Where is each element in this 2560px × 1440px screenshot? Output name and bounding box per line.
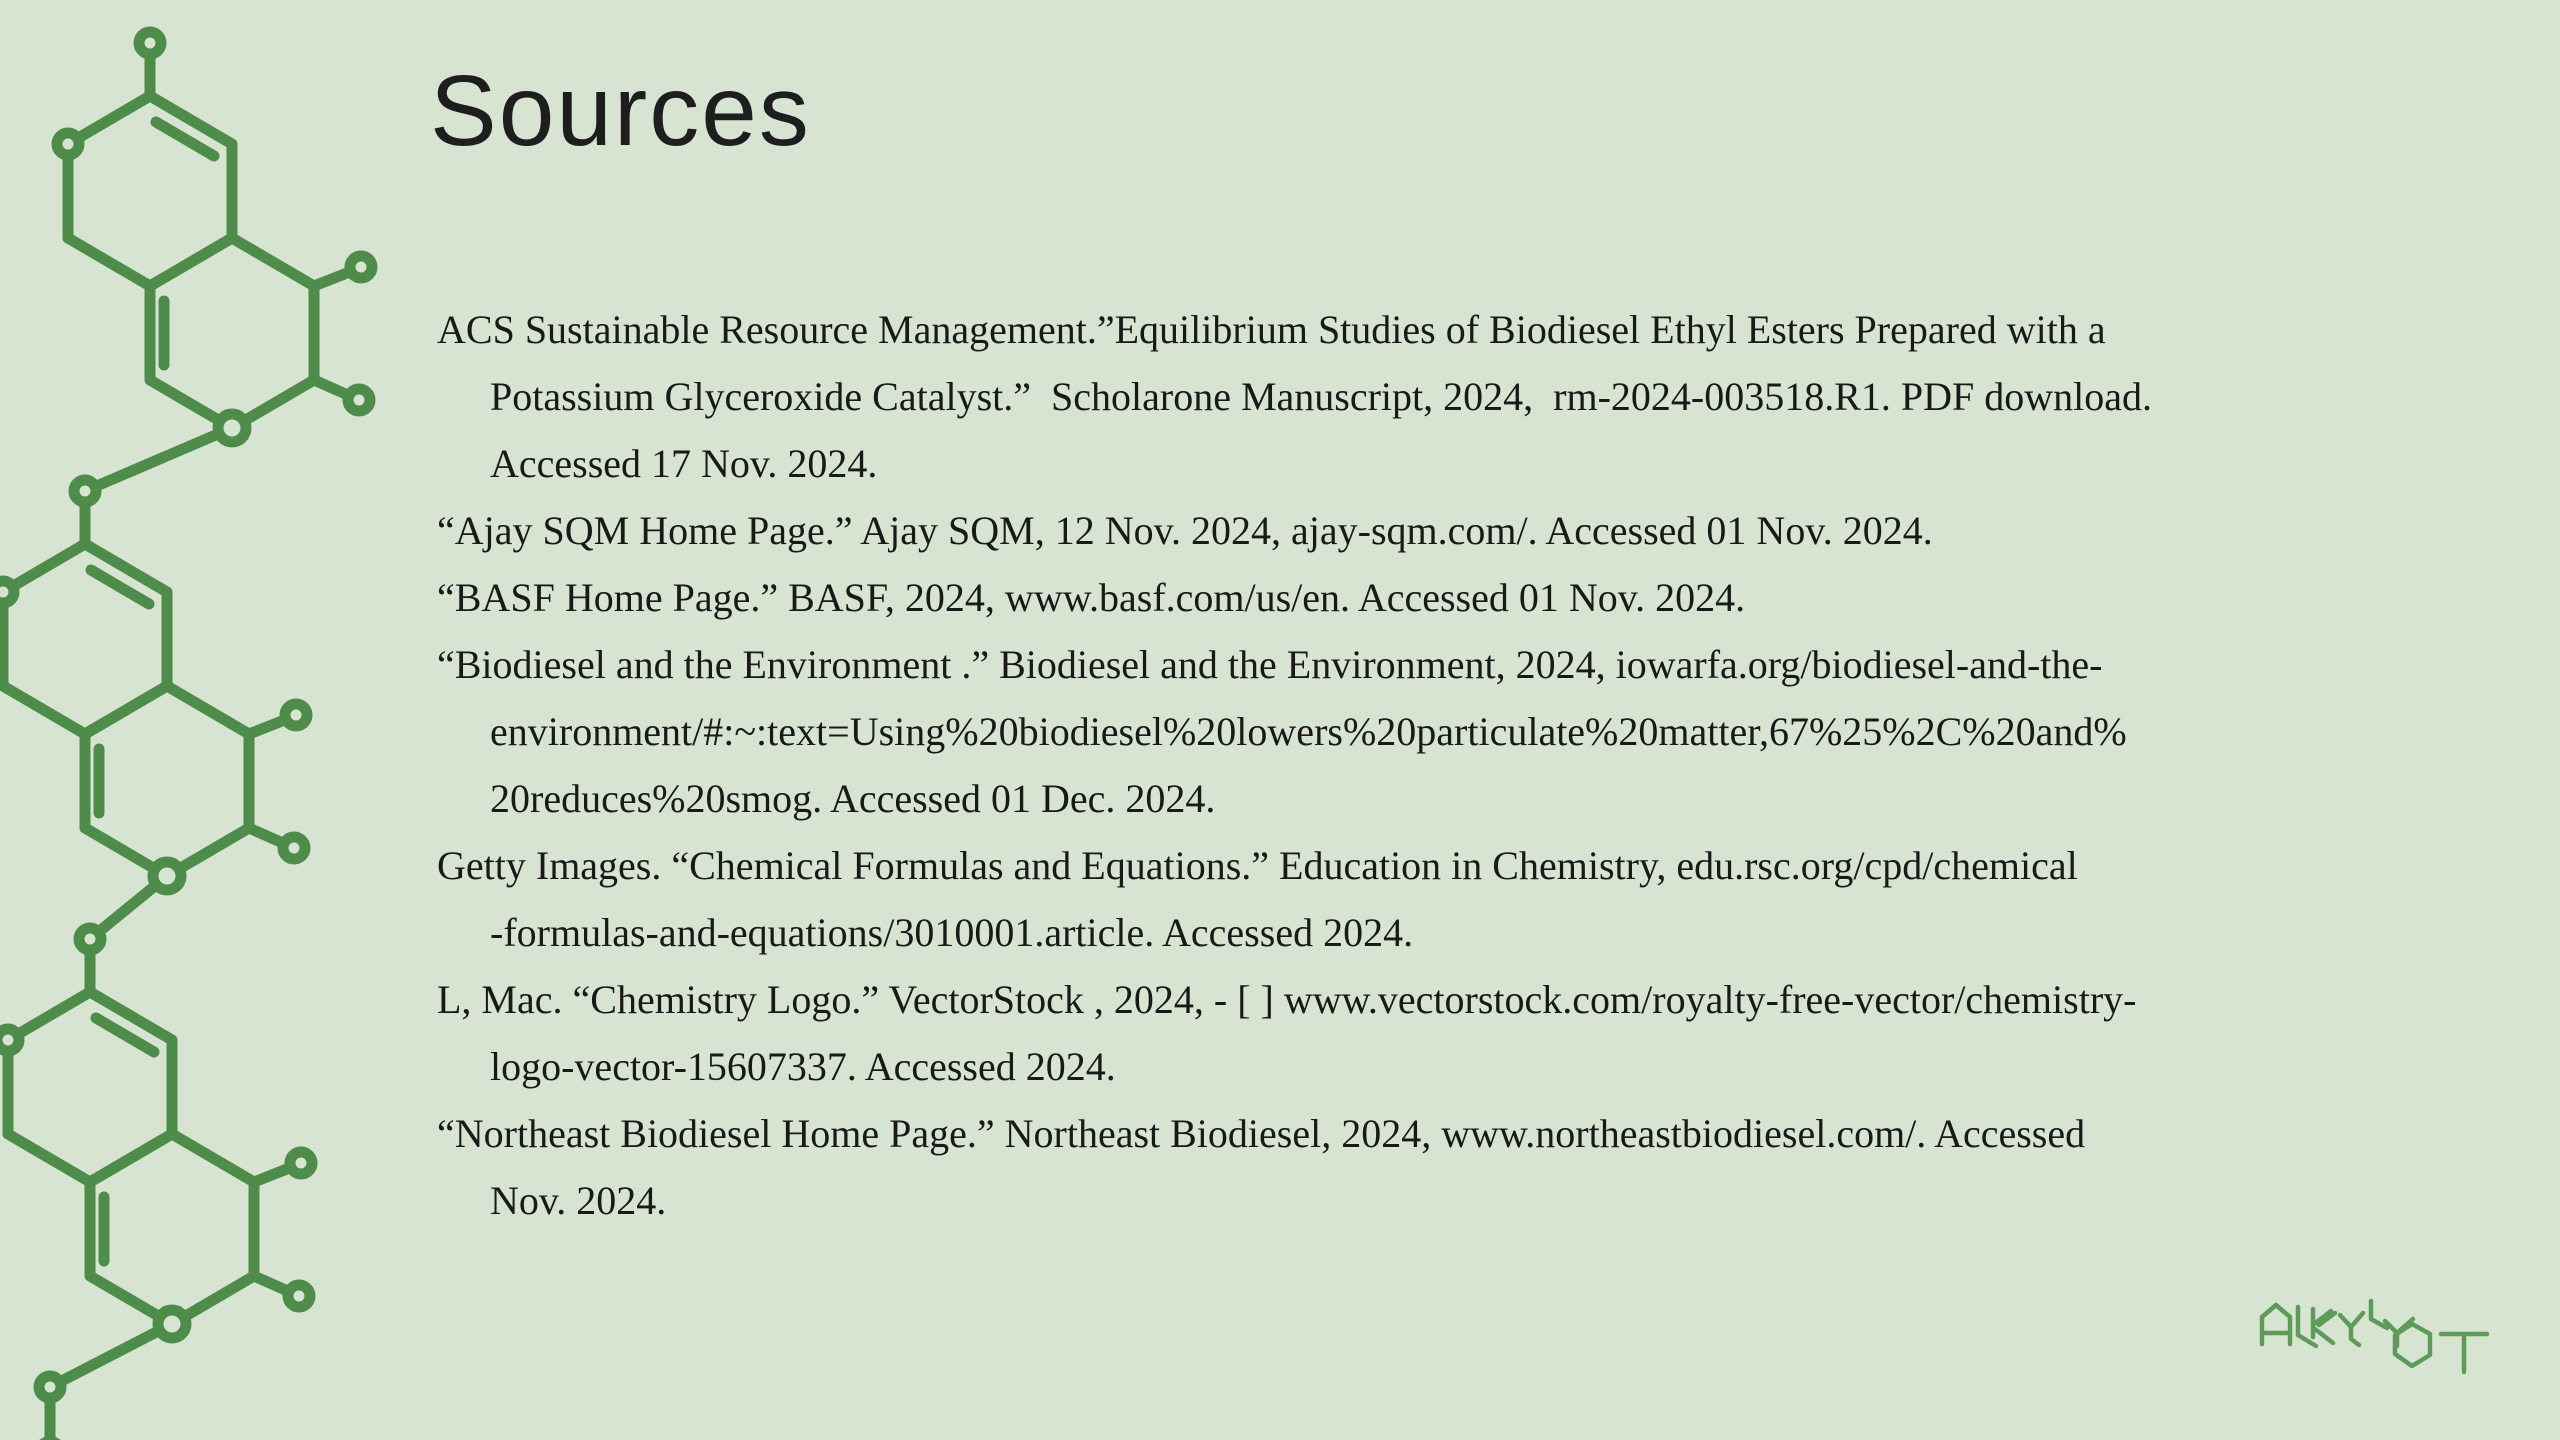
citation-entry (437, 631, 2152, 832)
citation-line: environment/#:~:text=Using%20biodiesel%20lowers%20particulate%20matter,67%25%2C%20and% (490, 709, 2127, 754)
citation-entry (437, 966, 2152, 1100)
citation-entry (437, 832, 2152, 966)
citation-entry (437, 1100, 2152, 1234)
citation-line: “Northeast Biodiesel Home Page.” Northeast Biodiesel, 2024, www.northeastbiodiesel.com/. Accessed (437, 1111, 2086, 1156)
page-title: Sources (430, 55, 811, 167)
citation-line: logo-vector-15607337. Accessed 2024. (490, 1044, 1116, 1089)
citation-line: ACS Sustainable Resource Management.”Equilibrium Studies of Biodiesel Ethyl Esters Prepared with a (437, 307, 2106, 352)
citation-line: Nov. 2024. (490, 1178, 667, 1223)
citation-line: -formulas-and-equations/3010001.article. Accessed 2024. (490, 910, 1414, 955)
citation-line: Accessed 17 Nov. 2024. (490, 441, 878, 486)
alkylyst-logo (2245, 1288, 2505, 1380)
citation-entry (437, 497, 2152, 564)
citation-entry (437, 296, 2152, 497)
citation-line: “Ajay SQM Home Page.” Ajay SQM, 12 Nov. 2024, ajay-sqm.com/. Accessed 01 Nov. 2024. (437, 508, 1933, 553)
citation-list (437, 296, 2152, 1234)
citation-line: Getty Images. “Chemical Formulas and Equations.” Education in Chemistry, edu.rsc.org/cpd/chemical (437, 843, 2078, 888)
citation-line: “Biodiesel and the Environment .” Biodiesel and the Environment, 2024, iowarfa.org/biodiesel-and-the- (437, 642, 2103, 687)
molecule-chain-decoration (0, 0, 380, 1440)
citation-entry (437, 564, 2152, 631)
citation-line: L, Mac. “Chemistry Logo.” VectorStock , 2024, - [ ] www.vectorstock.com/royalty-free-vector/chemistry- (437, 977, 2137, 1022)
citation-line: “BASF Home Page.” BASF, 2024, www.basf.com/us/en. Accessed 01 Nov. 2024. (437, 575, 1746, 620)
citation-line: 20reduces%20smog. Accessed 01 Dec. 2024. (490, 776, 1216, 821)
citation-line: Potassium Glyceroxide Catalyst.” Scholarone Manuscript, 2024, rm-2024-003518.R1. PDF download. (490, 374, 2153, 419)
